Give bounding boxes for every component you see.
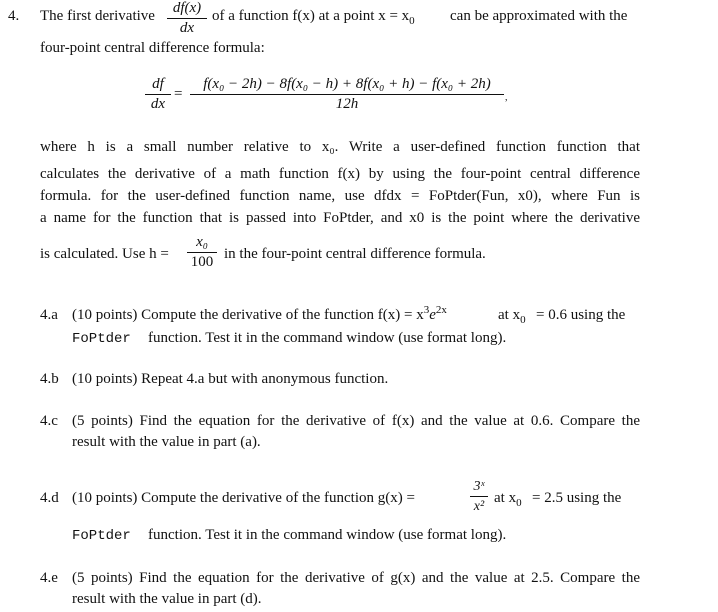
formula-lhs-numerator: df xyxy=(152,76,164,92)
part-a-text-2 xyxy=(498,307,526,324)
h-fraction-bar xyxy=(187,252,217,253)
x0-subscript: 0 xyxy=(409,15,415,27)
formula-rhs-bar xyxy=(190,94,504,95)
formula-lhs-bar xyxy=(145,94,171,95)
part-d-fraction-bar xyxy=(470,496,488,497)
paragraph-line-3 xyxy=(40,188,640,205)
paragraph-line-1: where h is a small number relative to x₀. Write a user-defined function function that xyxy=(40,139,640,155)
part-d-text-3: = 2.5 using the xyxy=(532,490,622,506)
formula-lhs xyxy=(145,76,171,113)
intro-text-b xyxy=(212,8,415,25)
part-d-x0-sub: 0 xyxy=(516,497,522,509)
part-d-text-2 xyxy=(494,490,522,507)
part-e-label: 4.e xyxy=(40,570,58,586)
part-a-exp-3: 3 xyxy=(423,304,430,316)
part-e-text-2: result with the value in part (d). xyxy=(72,591,262,607)
part-c-label: 4.c xyxy=(40,413,58,429)
formula-rhs-numerator: f(x₀ − 2h) − 8f(x₀ − h) + 8f(x₀ + h) − f(x₀ + 2h) xyxy=(203,76,491,92)
part-a-at-x: at x xyxy=(498,307,521,323)
part-d-numerator: 3ˣ xyxy=(473,479,485,494)
formula-comma: , xyxy=(505,92,508,103)
part-a-label: 4.a xyxy=(40,307,58,323)
part-a-x0-sub: 0 xyxy=(520,314,526,326)
h-definition-tail: in the four-point central difference formula. xyxy=(224,246,486,262)
part-d-label: 4.d xyxy=(40,490,59,506)
part-d-code: FoPtder xyxy=(72,528,131,544)
formula-rhs xyxy=(190,76,504,113)
fraction-bar xyxy=(167,18,207,19)
formula-lhs-denominator: dx xyxy=(150,96,166,112)
part-c-text-2: result with the value in part (a). xyxy=(72,434,261,450)
paragraph-line-3-prefix: formula. xyxy=(40,188,92,204)
part-a-text-1 xyxy=(72,304,447,324)
part-b-label: 4.b xyxy=(40,371,59,387)
part-e-text-1: (5 points) Find the equation for the derivative of g(x) and the value at 2.5. Compare the xyxy=(72,570,640,586)
part-d-text-4: function. Test it in the command window (use format long). xyxy=(148,527,507,543)
problem-number: 4. xyxy=(8,8,20,24)
part-a-exp-2x: 2x xyxy=(435,304,447,316)
formula-rhs-denominator: 12h xyxy=(335,96,359,112)
part-a-text1: (10 points) Compute the derivative of the function f(x) = x xyxy=(72,307,424,323)
part-c-text-1: (5 points) Find the equation for the derivative of f(x) and the value at 0.6. Compare the xyxy=(72,413,640,429)
h-fraction xyxy=(187,234,217,271)
intro-text-a: The first derivative xyxy=(40,8,155,24)
intro-text-c: can be approximated with the xyxy=(450,8,628,24)
part-d-at-x: at x xyxy=(494,490,517,506)
part-a-text-4: function. Test it in the command window (use format long). xyxy=(148,330,507,346)
h-denominator: 100 xyxy=(190,254,214,270)
paragraph-line-4: a name for the function that is passed into FoPtder, and x0 is the point where the derivative xyxy=(40,210,640,226)
part-a-text-3: = 0.6 using the xyxy=(536,307,626,323)
part-d-fraction xyxy=(470,478,488,515)
h-definition-text: is calculated. Use h = xyxy=(40,246,169,262)
h-numerator: x₀ xyxy=(196,234,208,250)
paragraph-line-2: calculates the derivative of a math function f(x) by using the four-point central difference xyxy=(40,166,640,182)
formula-equals: = xyxy=(174,86,183,102)
part-a-e: e xyxy=(429,307,436,323)
part-d-text-1: (10 points) Compute the derivative of the function g(x) = xyxy=(72,490,415,506)
derivative-fraction xyxy=(167,0,207,37)
part-b-text: (10 points) Repeat 4.a but with anonymous function. xyxy=(72,371,389,387)
derivative-denominator: dx xyxy=(179,20,195,36)
part-d-denominator: x² xyxy=(473,499,485,514)
intro-line-2: four-point central difference formula: xyxy=(40,40,265,56)
part-a-code: FoPtder xyxy=(72,331,131,347)
intro-b-text: of a function f(x) at a point x = x xyxy=(212,8,410,24)
derivative-numerator: df(x) xyxy=(172,0,202,16)
paragraph-line-3-text: for the user-defined function name, use dfdx = FoPtder(Fun, x0), where Fun is xyxy=(100,188,641,204)
